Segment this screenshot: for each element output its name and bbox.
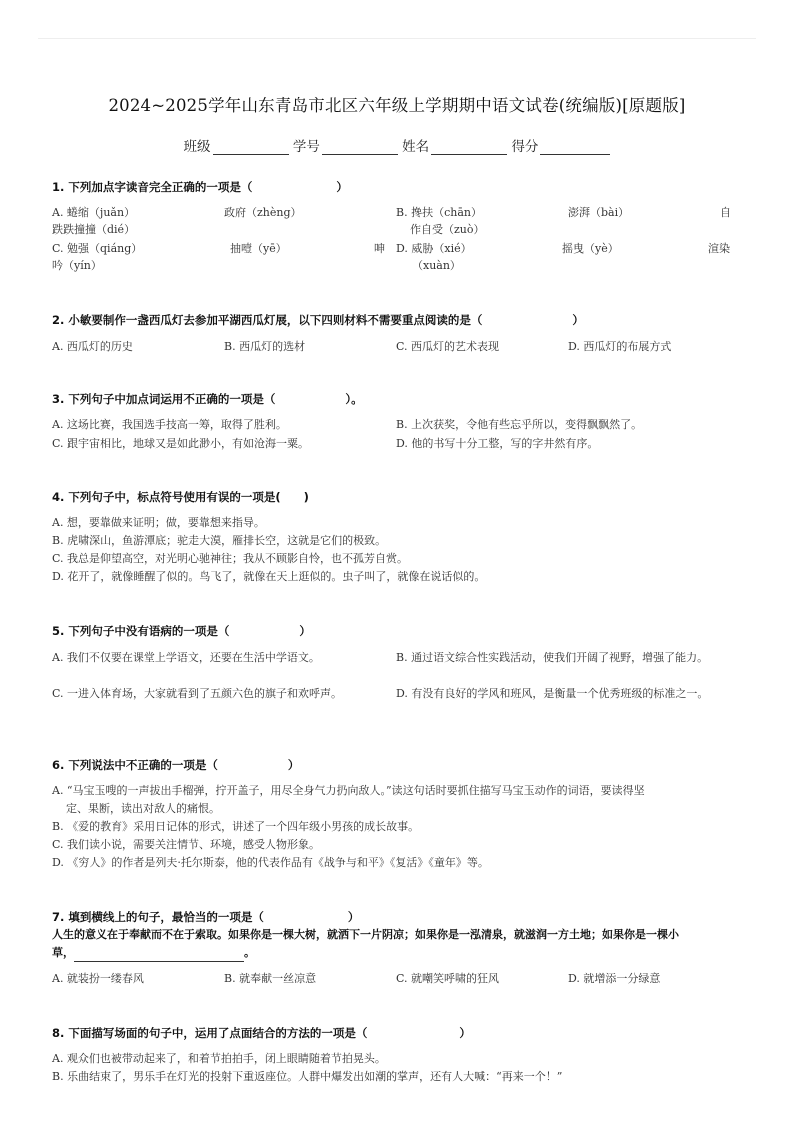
q4-option-a: A. 想，要靠做来证明；做，要靠想来指导。 bbox=[52, 516, 265, 529]
question-4-title: 4. 下列句子中，标点符号使用有误的一项是( ) bbox=[52, 490, 309, 504]
q3-option-c: C. 跟宇宙相比，地球又是如此渺小，有如沧海一粟。 bbox=[52, 437, 310, 450]
q2-option-b: B. 西瓜灯的选材 bbox=[224, 340, 306, 353]
q1-option-a-part3: 跌跌撞撞（dié） bbox=[52, 223, 136, 236]
q7-option-c: C. 就嘲笑呼啸的狂风 bbox=[396, 972, 500, 985]
q4-option-c: C. 我总是仰望高空，对光明心驰神往；我从不顾影自怜，也不孤芳自赏。 bbox=[52, 552, 409, 565]
score-label: 得分 bbox=[511, 139, 539, 155]
q4-option-d: D. 花开了，就像睡醒了似的。鸟飞了，就像在天上逛似的。虫子叫了，就像在说话似的。 bbox=[52, 570, 486, 583]
q2-option-a: A. 西瓜灯的历史 bbox=[52, 340, 133, 353]
q3-option-d: D. 他的书写十分工整，写的字井然有序。 bbox=[396, 437, 599, 450]
q6-option-a-line2: 定、果断，读出对敌人的痛恨。 bbox=[66, 802, 220, 815]
question-7-title: 7. 填到横线上的句子，最恰当的一项是（ ） bbox=[52, 910, 360, 924]
student-info-line bbox=[0, 135, 794, 155]
q7-option-b: B. 就奉献一丝凉意 bbox=[224, 972, 317, 985]
class-label: 班级 bbox=[183, 139, 211, 155]
q1-option-d-part3: 渲染 bbox=[708, 242, 730, 255]
q5-option-a: A. 我们不仅要在课堂上学语文，还要在生活中学语文。 bbox=[52, 651, 320, 664]
question-5-title: 5. 下列句子中没有语病的一项是（ ） bbox=[52, 624, 311, 638]
question-1-title: 1. 下列加点字读音完全正确的一项是（ ） bbox=[52, 180, 348, 194]
q5-option-d: D. 有没有良好的学风和班风，是衡量一个优秀班级的标准之一。 bbox=[396, 687, 709, 700]
q1-option-d-part2: 摇曳（yè） bbox=[562, 242, 619, 255]
q1-option-b-part3: 自 bbox=[720, 206, 731, 219]
q8-option-a: A. 观众们也被带动起来了，和着节拍拍手，闭上眼睛随着节拍晃头。 bbox=[52, 1052, 386, 1065]
q7-option-a: A. 就装扮一缕春风 bbox=[52, 972, 144, 985]
q1-option-c-part4: 吟（yín） bbox=[52, 259, 102, 272]
student-id-label: 学号 bbox=[292, 139, 320, 155]
q4-option-b: B. 虎啸深山，鱼游潭底；驼走大漠，雁排长空，这就是它们的极致。 bbox=[52, 534, 387, 547]
q6-option-c: C. 我们读小说，需要关注情节、环境，感受人物形象。 bbox=[52, 838, 321, 851]
q1-option-b-part2: 澎湃（bài） bbox=[568, 206, 630, 219]
student-id-blank[interactable] bbox=[322, 140, 398, 155]
q1-option-a-part2: 政府（zhèng） bbox=[224, 206, 302, 219]
q3-option-a: A. 这场比赛，我国选手技高一筹，取得了胜利。 bbox=[52, 418, 287, 431]
question-8-title: 8. 下面描写场面的句子中，运用了点面结合的方法的一项是（ ） bbox=[52, 1026, 471, 1040]
score-blank[interactable] bbox=[540, 140, 610, 155]
q7-passage-line1: 人生的意义在于奉献而不在于索取。如果你是一棵大树，就洒下一片阴凉；如果你是一泓清泉，就滋润一方土地；如果你是一棵小 bbox=[52, 928, 679, 941]
q1-option-c-part1: C. 勉强（qiáng） bbox=[52, 242, 143, 255]
name-blank[interactable] bbox=[431, 140, 507, 155]
q6-option-a-line1: A. “马宝玉嗖的一声拔出手榴弹，拧开盖子，用尽全身气力扔向敌人。”读这句话时要抓住描写马宝玉动作的词语，要读得坚 bbox=[52, 784, 645, 797]
q5-option-b: B. 通过语文综合性实践活动，使我们开阔了视野，增强了能力。 bbox=[396, 651, 709, 664]
q8-option-b: B. 乐曲结束了，男乐手在灯光的投射下重返座位。人群中爆发出如潮的掌声，还有人大喊：“再来一个！” bbox=[52, 1070, 563, 1083]
q7-option-d: D. 就增添一分绿意 bbox=[568, 972, 661, 985]
q2-option-d: D. 西瓜灯的布展方式 bbox=[568, 340, 672, 353]
class-blank[interactable] bbox=[213, 140, 289, 155]
q2-option-c: C. 西瓜灯的艺术表现 bbox=[396, 340, 500, 353]
q1-option-c-part2: 抽噎（yē） bbox=[230, 242, 287, 255]
q3-option-b: B. 上次获奖，令他有些忘乎所以，变得飘飘然了。 bbox=[396, 418, 643, 431]
q6-option-b: B. 《爱的教育》采用日记体的形式，讲述了一个四年级小男孩的成长故事。 bbox=[52, 820, 420, 833]
q7-passage-line2: 草， 。 bbox=[52, 944, 742, 962]
q1-option-d-part1: D. 威胁（xié） bbox=[396, 242, 472, 255]
q5-option-c: C. 一进入体育场，大家就看到了五颜六色的旗子和欢呼声。 bbox=[52, 687, 343, 700]
question-2-title: 2. 小敏要制作一盏西瓜灯去参加平湖西瓜灯展，以下四则材料不需要重点阅读的是（ ） bbox=[52, 313, 584, 327]
q1-option-b-part4: 作自受（zuò） bbox=[410, 223, 485, 236]
name-label: 姓名 bbox=[402, 139, 430, 155]
page-title: 2024~2025学年山东青岛市北区六年级上学期期中语文试卷(统编版)[原题版] bbox=[108, 96, 686, 115]
question-6-title: 6. 下列说法中不正确的一项是（ ） bbox=[52, 758, 300, 772]
q7-answer-blank[interactable] bbox=[74, 949, 244, 962]
question-3-title: 3. 下列句子中加点词运用不正确的一项是（ ）。 bbox=[52, 392, 363, 406]
q1-option-c-part3: 呻 bbox=[374, 242, 385, 255]
q1-option-a-part1: A. 蜷缩（juǎn） bbox=[52, 206, 136, 219]
page-top-rule bbox=[38, 38, 756, 39]
q6-option-d: D. 《穷人》的作者是列夫·托尔斯泰，他的代表作品有《战争与和平》《复活》《童年》等。 bbox=[52, 856, 489, 869]
q1-option-b-part1: B. 搀扶（chān） bbox=[396, 206, 482, 219]
q1-option-d-part4: （xuàn） bbox=[412, 259, 461, 272]
